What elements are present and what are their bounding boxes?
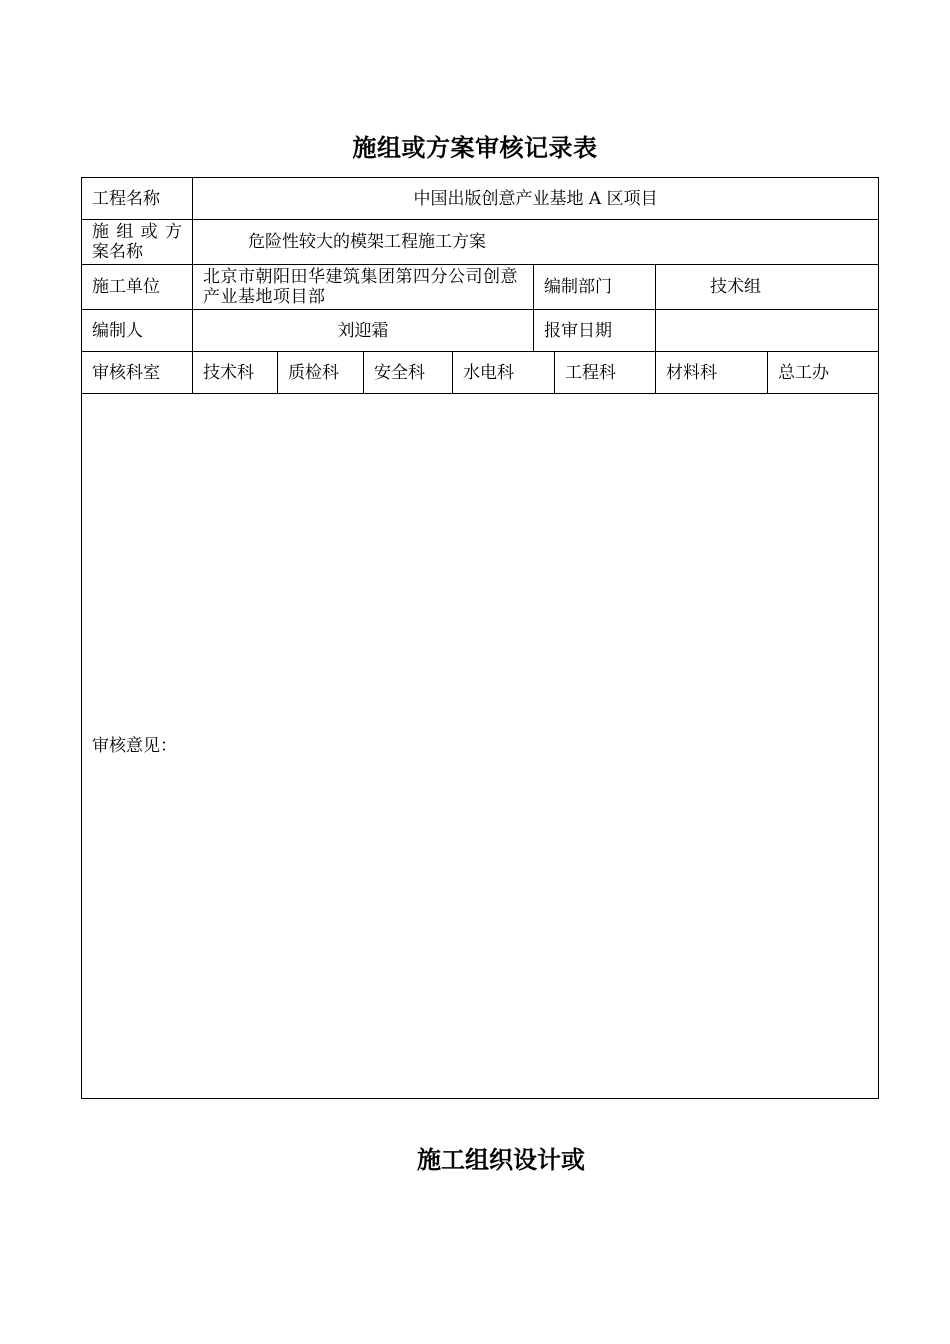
review-dept-quality: 质检科 <box>278 352 364 394</box>
review-depts-label: 审核科室 <box>82 352 193 394</box>
next-page-heading: 施工组织设计或 <box>417 1145 585 1174</box>
submit-date-value <box>656 310 879 352</box>
project-name-value: 中国出版创意产业基地 A 区项目 <box>193 178 879 220</box>
plan-name-label-text: 施 组 或 方 案名称 <box>92 222 182 262</box>
plan-name-value: 危险性较大的模架工程施工方案 <box>193 220 879 265</box>
construction-unit-label: 施工单位 <box>82 265 193 310</box>
review-record-table <box>81 177 879 1099</box>
author-row <box>82 310 879 352</box>
review-dept-utilities: 水电科 <box>453 352 555 394</box>
author-value: 刘迎霜 <box>193 310 534 352</box>
dept-label: 编制部门 <box>534 265 656 310</box>
review-dept-tech: 技术科 <box>193 352 278 394</box>
opinion-label: 审核意见： <box>92 736 177 756</box>
project-name-label: 工程名称 <box>82 178 193 220</box>
opinion-row <box>82 394 879 1099</box>
construction-unit-value: 北京市朝阳田华建筑集团第四分公司创意产业基地项目部 <box>193 265 534 310</box>
plan-name-label <box>82 220 193 265</box>
author-label: 编制人 <box>82 310 193 352</box>
review-dept-chief-engineer: 总工办 <box>768 352 879 394</box>
review-dept-materials: 材料科 <box>656 352 768 394</box>
construction-unit-row <box>82 265 879 310</box>
project-name-row <box>82 178 879 220</box>
plan-name-row <box>82 220 879 265</box>
page-title: 施组或方案审核记录表 <box>352 133 598 162</box>
review-dept-engineering: 工程科 <box>555 352 656 394</box>
dept-value: 技术组 <box>656 265 879 310</box>
submit-date-label: 报审日期 <box>534 310 656 352</box>
review-dept-safety: 安全科 <box>364 352 453 394</box>
review-depts-row <box>82 352 879 394</box>
opinion-area[interactable] <box>82 394 879 1099</box>
